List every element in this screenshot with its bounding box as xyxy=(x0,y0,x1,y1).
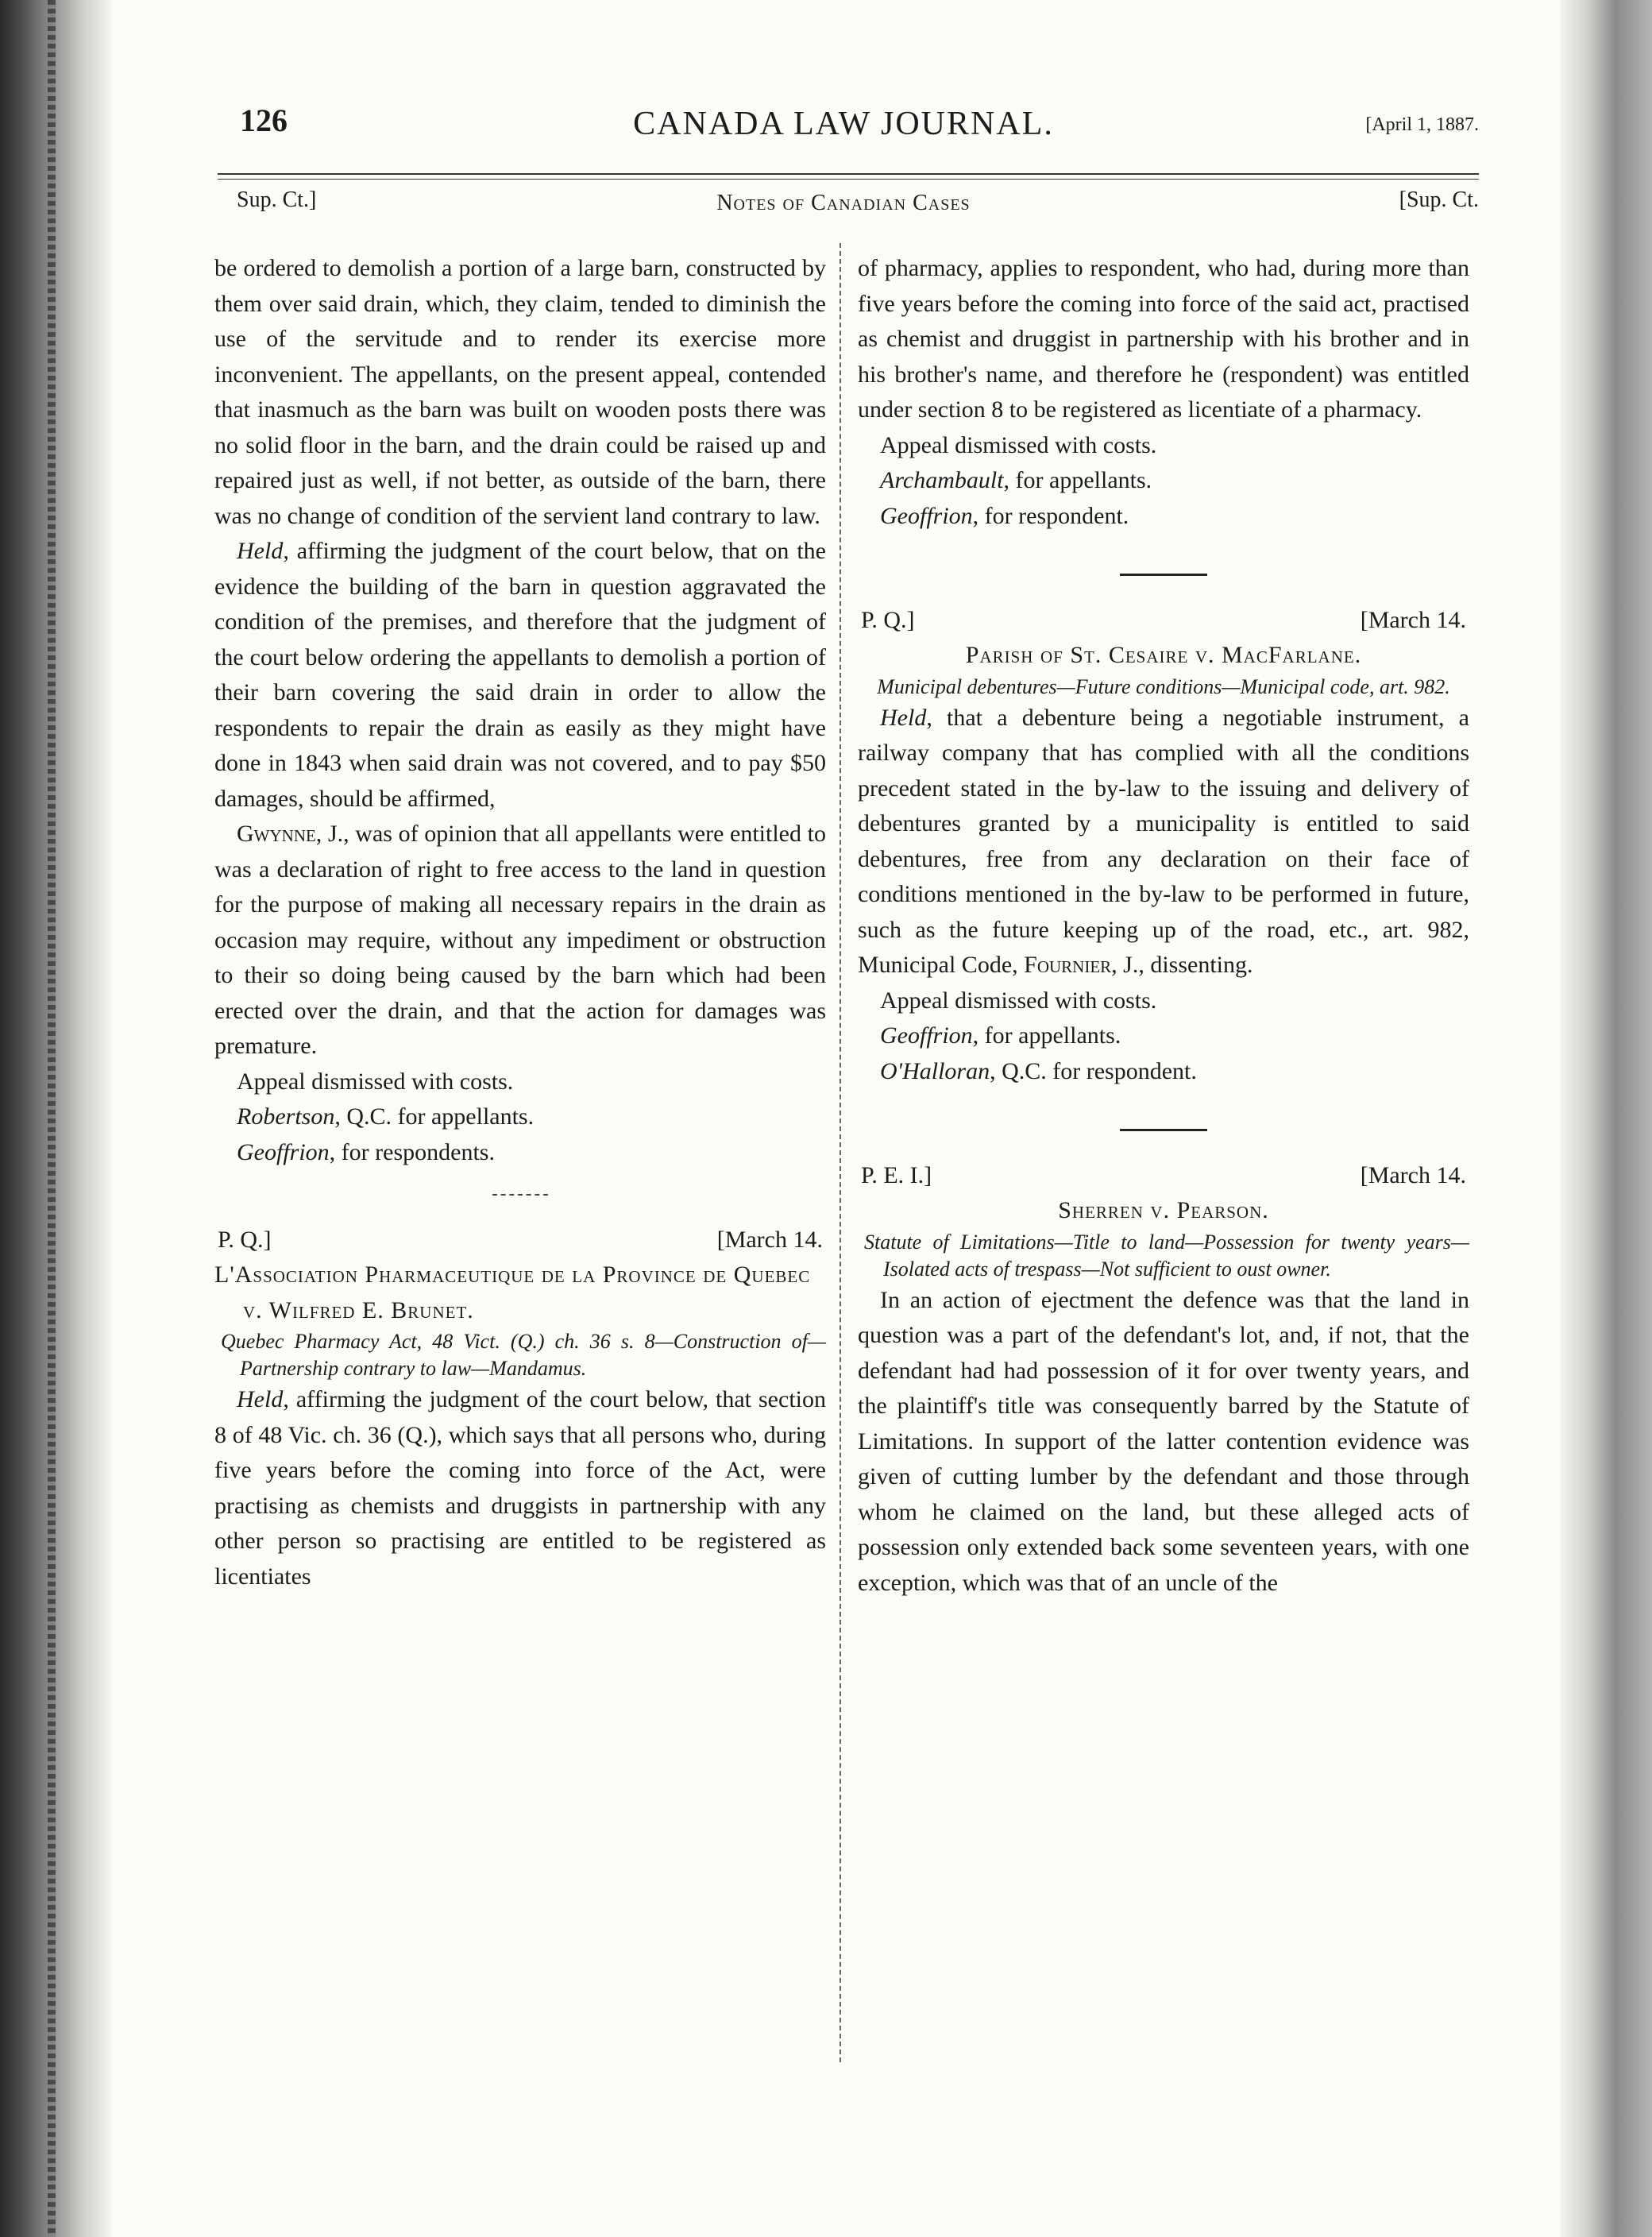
running-head xyxy=(208,95,1479,143)
case-body-paragraph: In an action of ejectment the defence was that the land in question was a part of the defendant's lot, and, if not, that the defendant had had possession of it for over twenty years, and the plaintiff's title was consequently barred by the Statute of Limitations. In support of the latter contention evidence was given of cutting lumber by the defendant and those through whom he claimed on the land, but these alleged acts of possession only extended back some seventeen years, with one exception, which was that of an uncle of the xyxy=(858,1286,1469,1596)
jurisdiction: P. Q.] xyxy=(218,1227,272,1253)
held-text: , affirming the judgment of the court below, that on the evidence the building of the barn in question aggravated the condition of the premises, and therefore that the judgment of the court below ordering the appellants to demolish a portion of their barn covering the said drain in order to allow the respondents to repair the drain as easily as they might have done in 1843 when said drain was not covered, and to pay $50 damages, should be affirmed, xyxy=(214,538,826,812)
case-meta xyxy=(858,603,1469,638)
held-paragraph xyxy=(858,701,1469,983)
headnote: Municipal debentures—Future conditions—Municipal code, art. 982. xyxy=(877,674,1450,698)
counsel-name: O'Halloran xyxy=(880,1057,990,1084)
jurisdiction: P. E. I.] xyxy=(861,1162,932,1188)
counsel-line xyxy=(858,1018,1469,1054)
disposition: Appeal dismissed with costs. xyxy=(880,431,1157,458)
counsel-name: Geoffrion xyxy=(880,502,973,529)
court-label-right: [Sup. Ct. xyxy=(1399,187,1479,212)
held-paragraph xyxy=(214,1382,826,1594)
section-title: Notes of Canadian Cases xyxy=(716,191,971,215)
issue-date: [April 1, 1887. xyxy=(1365,114,1479,135)
headnote: Quebec Pharmacy Act, 48 Vict. (Q.) ch. 36 s. 8—Construction of—Partnership contrary to law—Mandamus. xyxy=(221,1330,826,1380)
case-continuation-paragraph: be ordered to demolish a portion of a large barn, constructed by them over said drain, which, they claim, tended to diminish the use of the servitude and to render its exercise more inconvenient. The appellants, on the present appeal, contended that inasmuch as the barn was built on wooden posts there was no solid floor in the barn, and the drain could be raised up and repaired just as well, if not better, as outside of the barn, there was no change of condition of the servient land contrary to law. xyxy=(214,255,826,529)
case-date: [March 14. xyxy=(1360,1162,1466,1188)
case-separator xyxy=(1120,1129,1207,1131)
journal-title: CANADA LAW JOURNAL. xyxy=(633,106,1054,142)
counsel-line xyxy=(214,1099,826,1135)
case-title: Parish of St. Cesaire v. MacFarlane. xyxy=(965,642,1362,668)
counsel-name: Geoffrion xyxy=(880,1022,973,1049)
counsel-line xyxy=(858,1054,1469,1090)
judge-name: Gwynne, J. xyxy=(237,821,344,847)
counsel-role: , for respondent. xyxy=(972,502,1129,529)
counsel-role: , for respondents. xyxy=(329,1138,495,1165)
judge-name: Fournier, J. xyxy=(1024,952,1139,978)
headnote: Statute of Limitations—Title to land—Possession for twenty years—Isolated acts of trespass—Not sufficient to oust owner. xyxy=(864,1230,1469,1281)
counsel-name: Geoffrion xyxy=(237,1138,330,1165)
scan-shadow-right xyxy=(1561,0,1652,2237)
case-separator xyxy=(492,1194,548,1196)
counsel-line xyxy=(858,463,1469,499)
section-head xyxy=(208,187,1479,219)
counsel-name: Robertson xyxy=(237,1103,335,1130)
case-date: [March 14. xyxy=(1360,607,1466,633)
counsel-role: , for appellants. xyxy=(972,1022,1121,1049)
held-label: Held xyxy=(880,704,927,731)
counsel-line xyxy=(858,499,1469,535)
counsel-line xyxy=(214,1135,826,1171)
header-rule xyxy=(218,173,1479,175)
dissent-text: , dissenting. xyxy=(1138,952,1253,978)
column-divider xyxy=(840,243,841,2062)
scan-shadow-left xyxy=(0,0,111,2237)
jurisdiction: P. Q.] xyxy=(861,607,915,633)
held-text: , affirming the judgment of the court below, that section 8 of 48 Vic. ch. 36 (Q.), which says that all persons who, during five years before the coming into force of the Act, were practising as chemists and druggists in partnership with any other person so practising are entitled to be registered as licentiates xyxy=(214,1386,826,1590)
counsel-role: , Q.C. for appellants. xyxy=(334,1103,535,1130)
case-meta xyxy=(858,1158,1469,1193)
counsel-role: , for appellants. xyxy=(1003,467,1152,493)
case-title: L'Association Pharmaceutique de la Province de Quebec v. Wilfred E. Brunet. xyxy=(214,1261,811,1323)
case-title: Sherren v. Pearson. xyxy=(1058,1197,1269,1223)
dissent-paragraph xyxy=(214,817,826,1064)
counsel-name: Archambault xyxy=(880,467,1004,493)
disposition: Appeal dismissed with costs. xyxy=(880,987,1157,1014)
left-column xyxy=(214,251,826,1594)
held-label: Held xyxy=(237,538,284,564)
header-rule-thin xyxy=(218,179,1479,180)
scan-binding-edge xyxy=(48,0,56,2237)
counsel-role: , Q.C. for respondent. xyxy=(990,1057,1197,1084)
case-separator xyxy=(1120,574,1207,576)
held-text: , that a debenture being a negotiable instrument, a railway company that has complied with all the conditions precedent stated in the by-law to the issuing and delivery of debentures granted by a municipality is entitled to said debentures, free from any declaration on their face of conditions mentioned in the by-law to be performed in future, such as the future keeping up of the road, etc., art. 982, Municipal Code, xyxy=(858,704,1469,978)
journal-page xyxy=(208,0,1479,2237)
held-paragraph xyxy=(214,534,826,817)
court-label-left: Sup. Ct.] xyxy=(237,187,317,212)
page-number: 126 xyxy=(240,102,288,138)
held-label: Held xyxy=(237,1386,284,1412)
case-continuation-paragraph: of pharmacy, applies to respondent, who had, during more than five years before the coming into force of the said act, practised as chemist and druggist in partnership with his brother and in his brother's name, and therefore he (respondent) was entitled under section 8 to be registered as licentiate of a pharmacy. xyxy=(858,255,1469,423)
disposition: Appeal dismissed with costs. xyxy=(237,1068,514,1095)
dissent-text: , was of opinion that all appellants were entitled to was a declaration of right to free access to the land in question for the purpose of making all necessary repairs in the drain as occasion may require, without any impediment or obstruction to their so doing being caused by the barn which had been erected over the drain, and that the action for damages was premature. xyxy=(214,821,826,1059)
right-column xyxy=(858,251,1469,1601)
case-meta xyxy=(214,1223,826,1258)
case-date: [March 14. xyxy=(716,1227,823,1253)
